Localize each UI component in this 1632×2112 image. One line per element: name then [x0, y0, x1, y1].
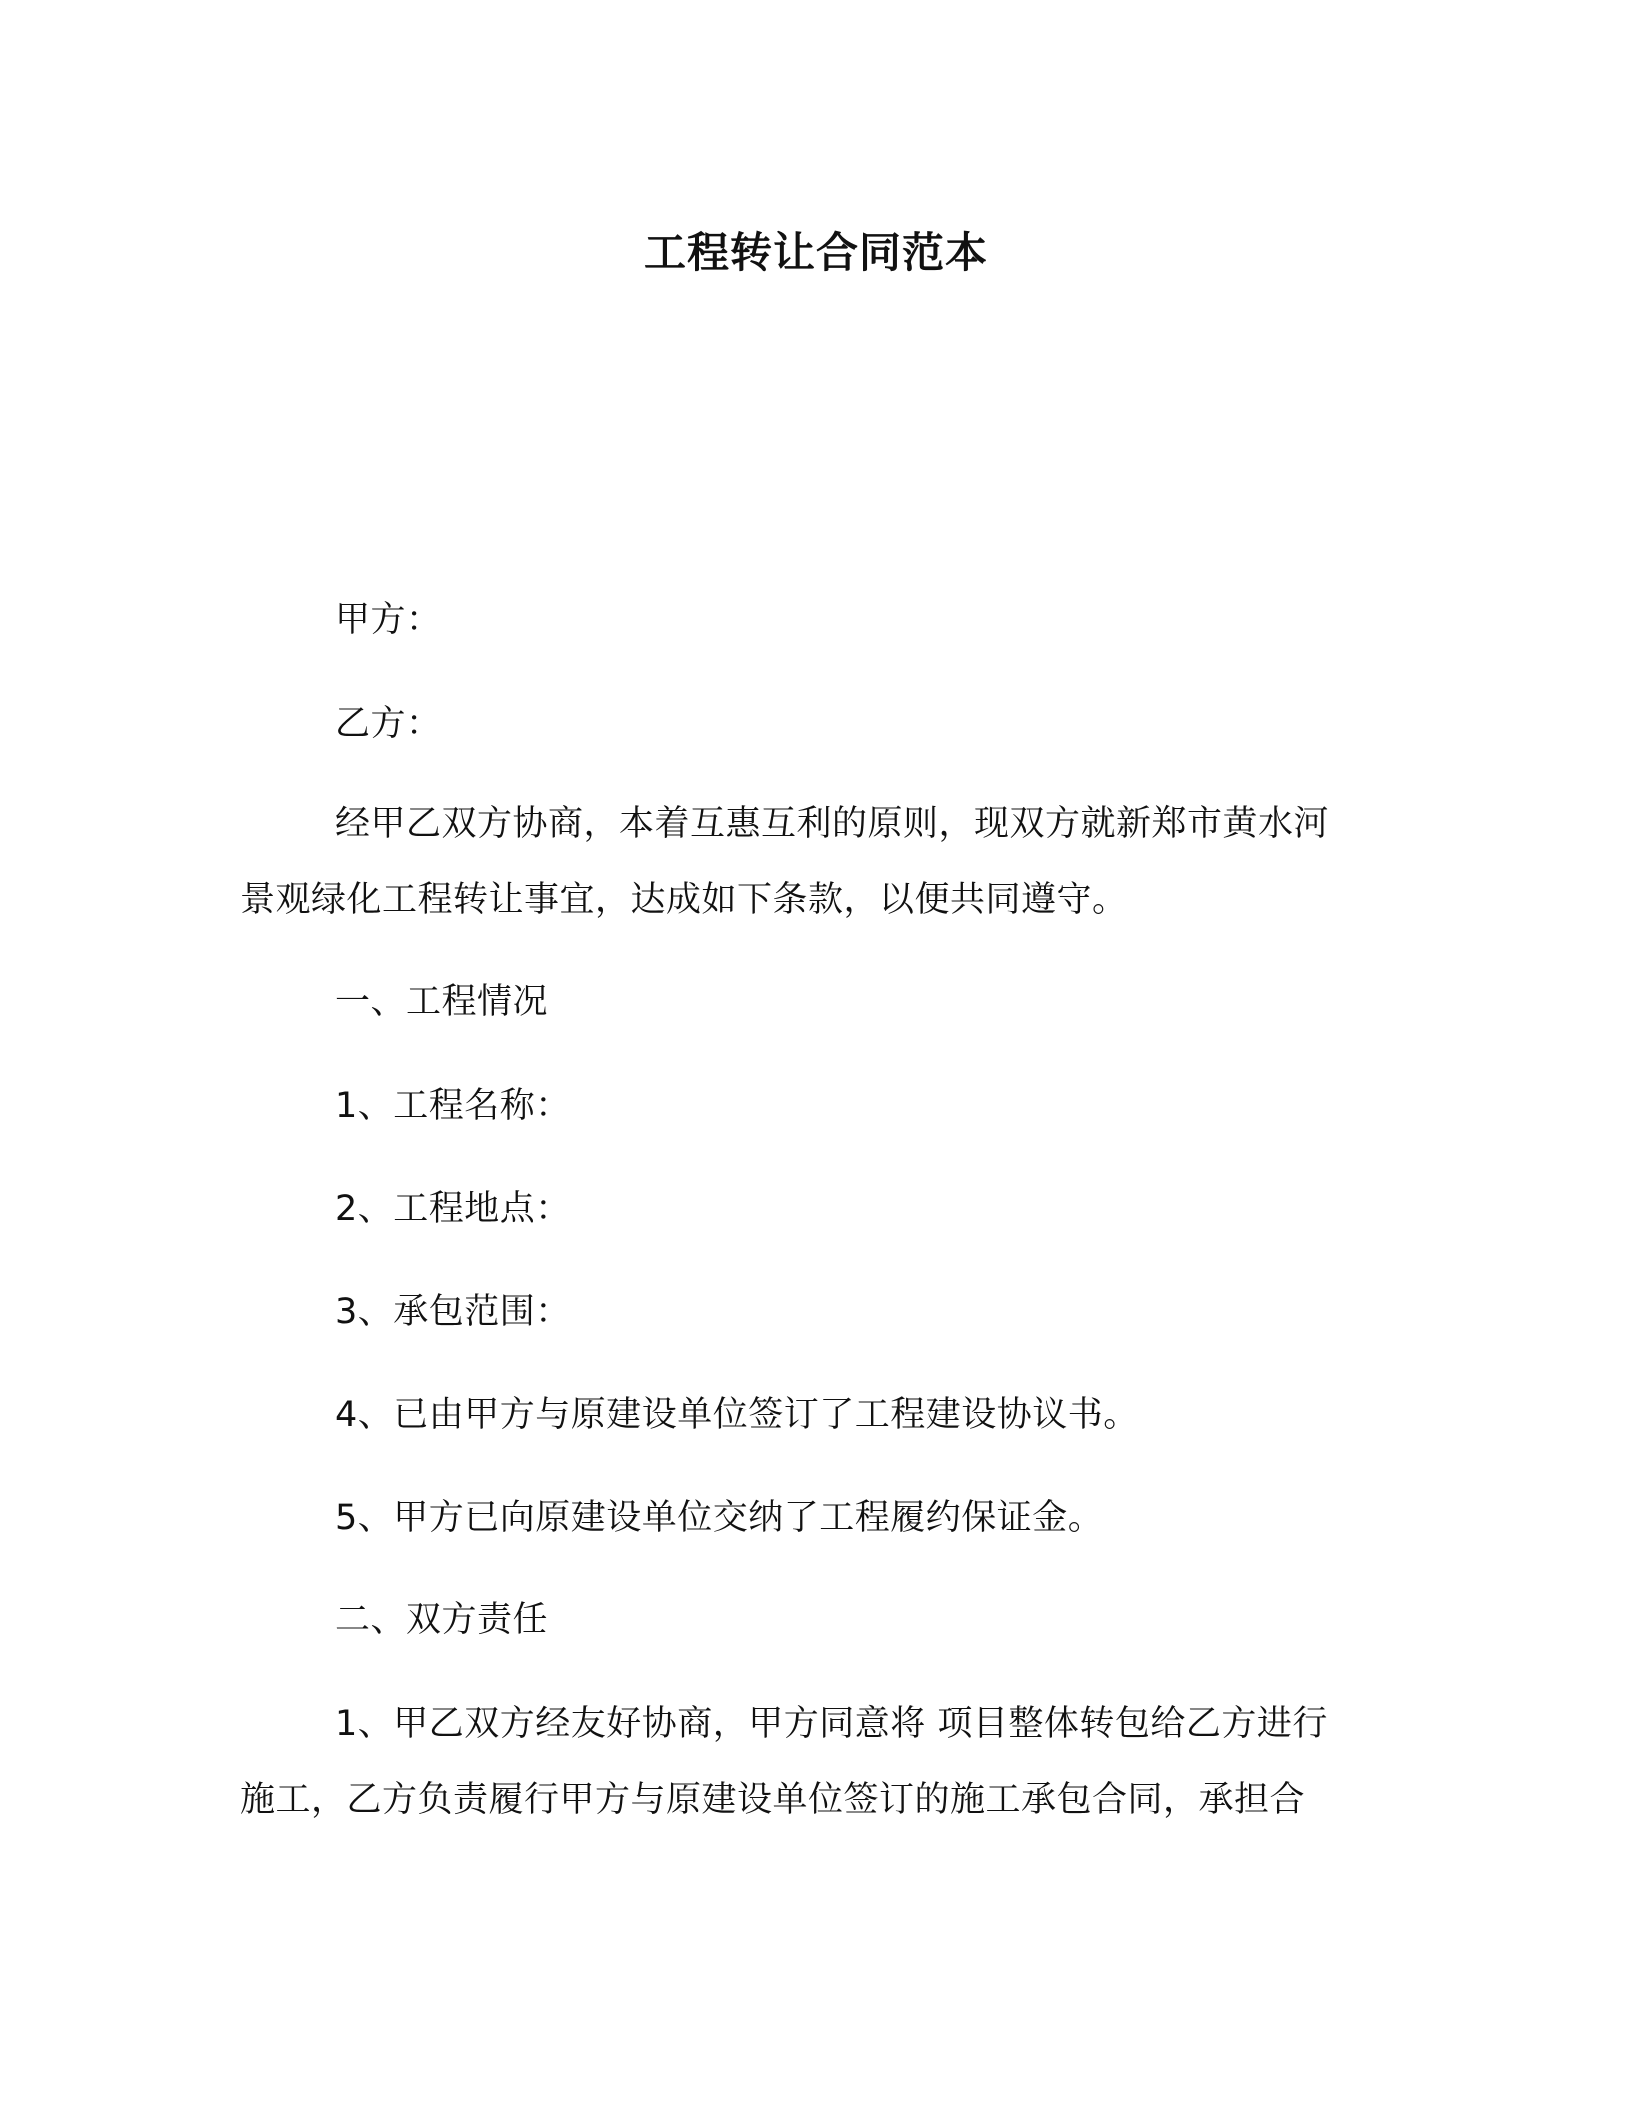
section-1-item-1: 1、工程名称： [335, 1086, 571, 1126]
section-1-item-3: 3、承包范围： [335, 1292, 571, 1332]
section-2-heading: 二、双方责任 [335, 1600, 549, 1640]
section-1-item-2: 2、工程地点： [335, 1189, 571, 1229]
section-1-heading: 一、工程情况 [335, 982, 549, 1022]
intro-line-1: 经甲乙双方协商，本着互惠互利的原则，现双方就新郑市黄水河 [335, 804, 1330, 844]
party-b-label: 乙方： [335, 704, 442, 744]
intro-line-2: 景观绿化工程转让事宜，达成如下条款，以便共同遵守。 [240, 880, 1128, 920]
section-2-para-1-line-1: 1、甲乙双方经友好协商，甲方同意将 项目整体转包给乙方进行 [335, 1704, 1328, 1744]
section-2-para-1-line-2: 施工，乙方负责履行甲方与原建设单位签订的施工承包合同，承担合 [240, 1780, 1306, 1820]
party-a-label: 甲方： [335, 600, 442, 640]
section-1-item-4: 4、已由甲方与原建设单位签订了工程建设协议书。 [335, 1395, 1139, 1435]
section-1-item-5: 5、甲方已向原建设单位交纳了工程履约保证金。 [335, 1498, 1104, 1538]
document-title: 工程转让合同范本 [643, 228, 988, 277]
